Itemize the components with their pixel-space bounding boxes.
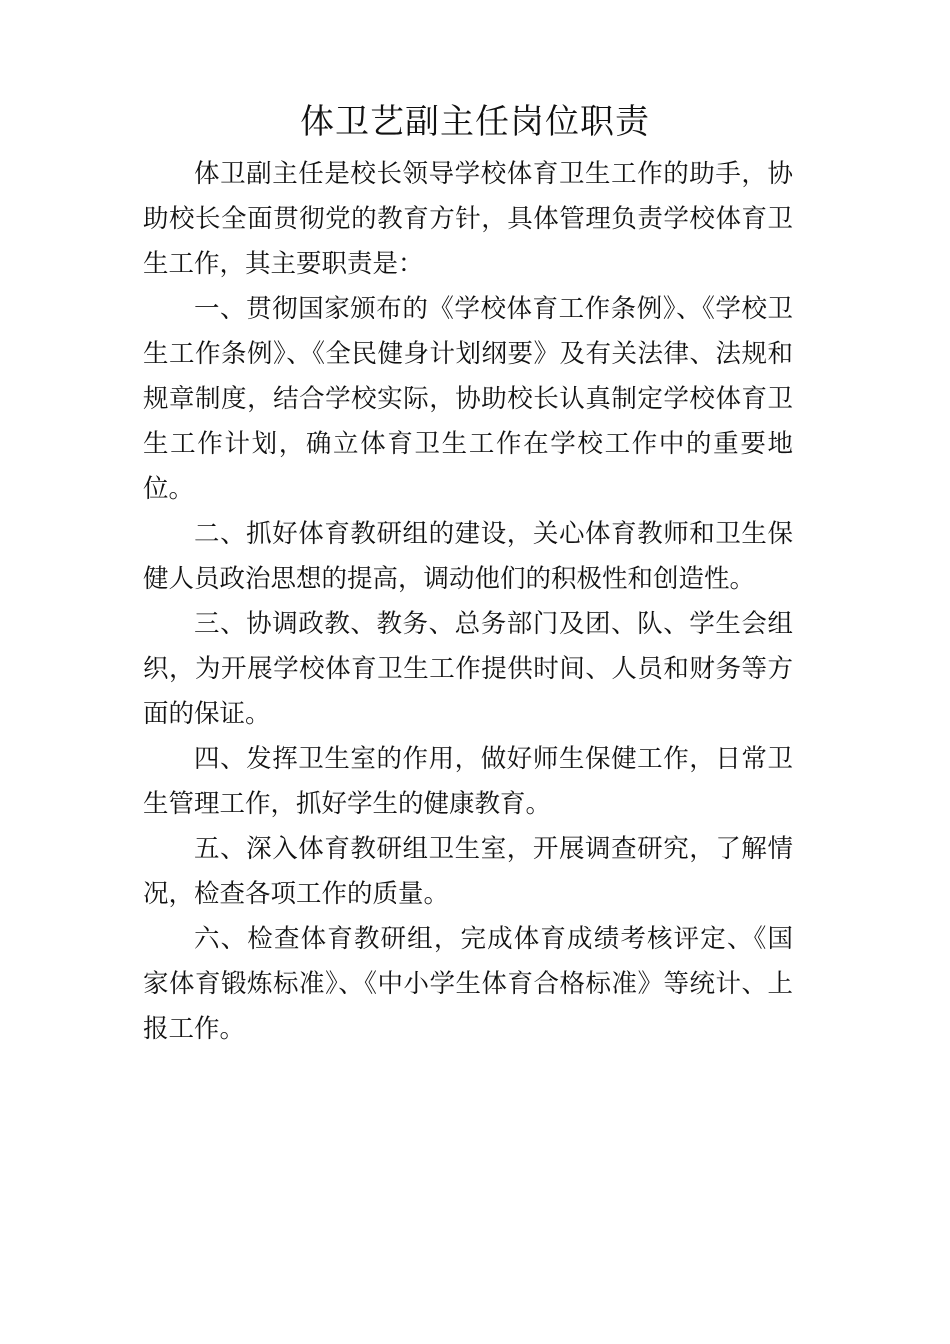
paragraph-duty-3: 三、协调政教、教务、总务部门及团、队、学生会组织，为开展学校体育卫生工作提供时间、人员和财务等方面的保证。 bbox=[143, 609, 793, 729]
paragraph-duty-1: 一、贯彻国家颁布的《学校体育工作条例》、《学校卫生工作条例》、《全民健身计划纲要》及有关法律、法规和规章制度，结合学校实际，协助校长认真制定学校体育卫生工作计划，确立体育卫生工作在学校工作中的重要地位。 bbox=[143, 294, 793, 504]
paragraph-duty-4: 四、发挥卫生室的作用，做好师生保健工作，日常卫生管理工作，抓好学生的健康教育。 bbox=[143, 744, 793, 819]
paragraph-duty-6: 六、检查体育教研组，完成体育成绩考核评定、《国家体育锻炼标准》、《中小学生体育合格标准》等统计、上报工作。 bbox=[143, 924, 793, 1044]
paragraph-duty-5: 五、深入体育教研组卫生室，开展调查研究，了解情况，检查各项工作的质量。 bbox=[143, 834, 793, 909]
paragraph-duty-2: 二、抓好体育教研组的建设，关心体育教师和卫生保健人员政治思想的提高，调动他们的积极性和创造性。 bbox=[143, 519, 793, 594]
paragraph-intro: 体卫副主任是校长领导学校体育卫生工作的助手，协助校长全面贯彻党的教育方针，具体管理负责学校体育卫生工作，其主要职责是： bbox=[143, 159, 793, 279]
document-title: 体卫艺副主任岗位职责 bbox=[300, 102, 650, 142]
document-body bbox=[143, 152, 793, 1052]
